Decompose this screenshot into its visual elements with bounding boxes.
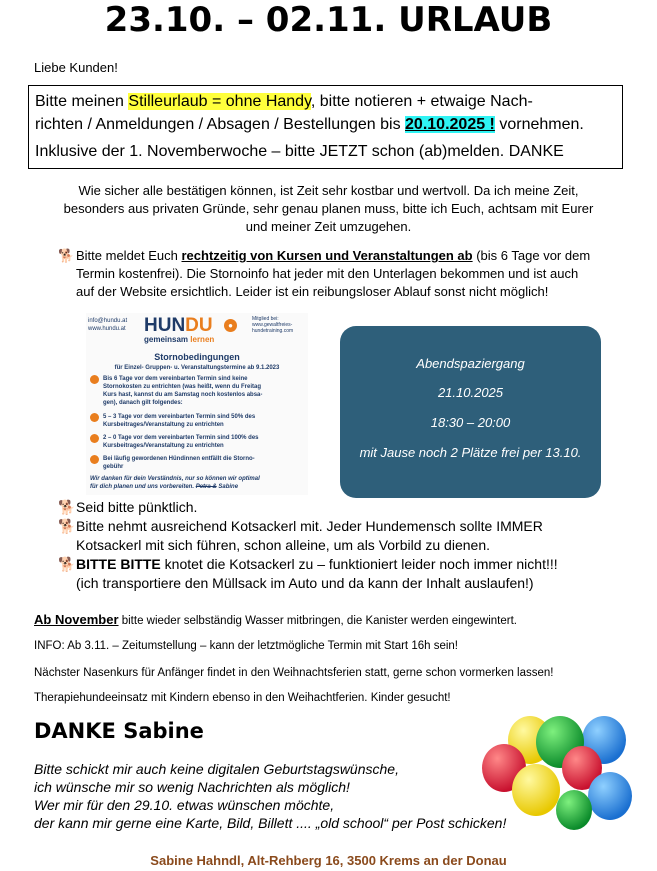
list-item-bold: BITTE BITTE — [76, 556, 161, 572]
walk-date: 21.10.2025 — [437, 385, 504, 400]
birthday-note — [34, 760, 506, 832]
list-item-text: Kotsackerl mit sich führen, schon alleine, um als Vorbild zu dienen. — [76, 537, 490, 553]
deadline-date: 20.10.2025 ! — [405, 116, 495, 133]
flyer-rule — [90, 375, 280, 407]
rule-text: 2 – 0 Tage vor dem vereinbarten Termin sind 100% des — [103, 435, 259, 441]
rule-text: Bis 6 Tage vor dem vereinbarten Termin sind keine — [103, 376, 248, 382]
note-line: der kann mir gerne eine Karte, Bild, Billett .... „old school“ per Post schicken! — [34, 815, 507, 831]
november-info — [34, 612, 517, 627]
walk-time: 18:30 – 20:00 — [430, 415, 511, 430]
bullet-text: Bitte meldet Euch — [76, 248, 182, 263]
notice-line-1 — [35, 90, 616, 113]
member-text: Mitglied bei: — [252, 316, 279, 322]
walk-note: mit Jause noch 2 Plätze frei per 13.10. — [359, 445, 582, 460]
bullet-text: (bis 6 Tage vor dem — [472, 248, 591, 263]
flyer-membership — [252, 316, 308, 334]
walk-title: Abendspaziergang — [416, 356, 525, 371]
footer-address: Sabine Hahndl, Alt-Rehberg 16, 3500 Krems an der Donau — [150, 853, 507, 868]
rule-text: Kursbeitrages/Veranstaltung zu entrichten — [103, 443, 224, 449]
flyer-subheading: für Einzel- Gruppen- u. Veranstaltungstermine ab 9.1.2023 — [114, 365, 280, 371]
rule-text: gen), danach gilt folgendes: — [103, 400, 183, 406]
dog-icon: 🐕 — [58, 499, 76, 515]
thanks-text: Wir danken für dein Verständnis, nur so können wir optimal — [90, 476, 260, 482]
rule-text: 5 – 3 Tage vor dem vereinbarten Termin sind 50% des — [103, 414, 256, 420]
time-change-info: INFO: Ab 3.11. – Zeitumstellung – kann der letztmögliche Termin mit Start 16h sein! — [34, 640, 458, 652]
notice-text: vornehmen. — [494, 116, 584, 133]
info-text: bitte wieder selbständig Wasser mitbringen, die Kanister werden eingewintert. — [118, 615, 517, 627]
cancellation-flyer — [86, 313, 308, 495]
notice-line-3: Inklusive der 1. Novemberwoche – bitte JETZT schon (ab)melden. DANKE — [35, 143, 564, 160]
flyer-thanks — [90, 475, 300, 491]
note-line: Wer mir für den 29.10. etwas wünschen möchte, — [34, 797, 335, 813]
intro-paragraph — [40, 182, 617, 236]
hundu-logo — [144, 316, 213, 336]
list-item-text: (ich transportiere den Müllsack im Auto und da kann der Inhalt auslaufen!) — [76, 575, 534, 591]
thanks-text: für dich planen und uns vorbereiten. — [90, 484, 195, 490]
thanks-text: Sabine — [216, 484, 239, 490]
rule-text: Stornokosten zu entrichten (was heißt, wenn du Freitag — [103, 384, 262, 390]
rule-text: Bei läufig gewordenen Hündinnen entfällt die Storno- — [103, 456, 255, 462]
flyer-rule — [90, 434, 280, 450]
notice-line-2 — [35, 113, 616, 136]
list-item — [58, 498, 628, 517]
flyer-website: www.hundu.at — [88, 326, 126, 332]
notice-box — [28, 85, 623, 169]
flyer-contact — [88, 317, 127, 333]
danke-heading: DANKE Sabine — [34, 719, 204, 743]
intro-line: besonders aus privaten Gründe, sehr genau planen muss, bitte ich Euch, achtsam mit Eurer — [63, 201, 594, 216]
rule-text: Kurs hast, kannst du am Samstag noch kostenlos absa- — [103, 392, 263, 398]
dog-icon — [90, 455, 99, 464]
flyer-rule — [90, 455, 280, 471]
list-item-text: Seid bitte pünktlich. — [76, 499, 198, 515]
list-item — [58, 555, 628, 574]
rules-list — [58, 498, 628, 593]
flyer-slogan — [144, 335, 214, 344]
page-title: 23.10. – 02.11. URLAUB — [104, 0, 553, 40]
list-item-text: Bitte nehmt ausreichend Kotsackerl mit. Jeder Hundemensch sollte IMMER — [76, 518, 543, 534]
bullet-text: auf der Website ersichtlich. Leider ist ein reibungsloser Ablauf sonst nicht möglich! — [76, 284, 549, 299]
logo-text: DU — [185, 315, 213, 336]
november-bold: Ab November — [34, 612, 119, 627]
nasenkurs-info: Nächster Nasenkurs für Anfänger findet in den Weihnachtsferien statt, gerne schon vormerken lassen! — [34, 667, 554, 679]
bullet-text: Termin kostenfrei). Die Stornoinfo hat jeder mit den Unterlagen bekommen und ist auch — [76, 266, 579, 281]
list-item — [58, 536, 628, 555]
dog-icon: 🐕 — [58, 248, 75, 263]
dog-icon — [90, 413, 99, 422]
flyer-heading: Stornobedingungen — [154, 352, 240, 362]
flyer-rule — [90, 413, 280, 429]
list-item-text: knotet die Kotsackerl zu – funktioniert leider noch immer nicht!!! — [160, 556, 558, 572]
rule-text: gebühr — [103, 464, 124, 470]
dog-icon — [90, 434, 99, 443]
intro-line: Wie sicher alle bestätigen können, ist Zeit sehr kostbar und wertvoll. Da ich meine Zeit, — [78, 183, 579, 198]
bullet-bold-text: rechtzeitig von Kursen und Veranstaltungen ab — [181, 248, 473, 263]
slogan-text: lernen — [190, 335, 215, 344]
notice-text: , bitte notieren + etwaige Nach- — [310, 93, 533, 110]
cancellation-bullet — [58, 247, 618, 301]
notice-text: Bitte meinen — [35, 93, 129, 110]
balloon-yellow-icon — [512, 764, 560, 816]
paw-icon: ● — [224, 319, 237, 332]
list-item — [58, 574, 628, 593]
dog-icon — [90, 375, 99, 384]
rule-text: Kursbeitrages/Veranstaltung zu entrichten — [103, 422, 224, 428]
member-text: www.gewaltfreies- — [252, 322, 293, 328]
balloon-green-icon — [556, 790, 592, 830]
balloon-blue-icon — [588, 772, 632, 820]
balloons-image — [478, 710, 638, 840]
slogan-text: gemeinsam — [144, 335, 189, 344]
notice-text: richten / Anmeldungen / Absagen / Bestellungen bis — [35, 116, 406, 133]
dog-icon: 🐕 — [58, 518, 76, 534]
member-text: hundetraining.com — [252, 328, 294, 334]
list-item — [58, 517, 628, 536]
thanks-struck-text: Petra & — [195, 484, 217, 490]
evening-walk-card — [340, 326, 601, 498]
highlight-silent-vacation: Stilleurlaub = ohne Handy — [128, 93, 311, 110]
dog-icon: 🐕 — [58, 556, 76, 572]
note-line: ich wünsche mir so wenig Nachrichten als möglich! — [34, 779, 350, 795]
flyer-email: info@hundu.at — [88, 318, 128, 324]
intro-line: und meiner Zeit umzugehen. — [245, 219, 412, 234]
logo-text: HUN — [144, 315, 186, 336]
greeting: Liebe Kunden! — [34, 60, 118, 75]
note-line: Bitte schickt mir auch keine digitalen Geburtstagswünsche, — [34, 761, 399, 777]
therapy-info: Therapiehundeeinsatz mit Kindern ebenso in den Weihachtferien. Kinder gesucht! — [34, 692, 451, 704]
